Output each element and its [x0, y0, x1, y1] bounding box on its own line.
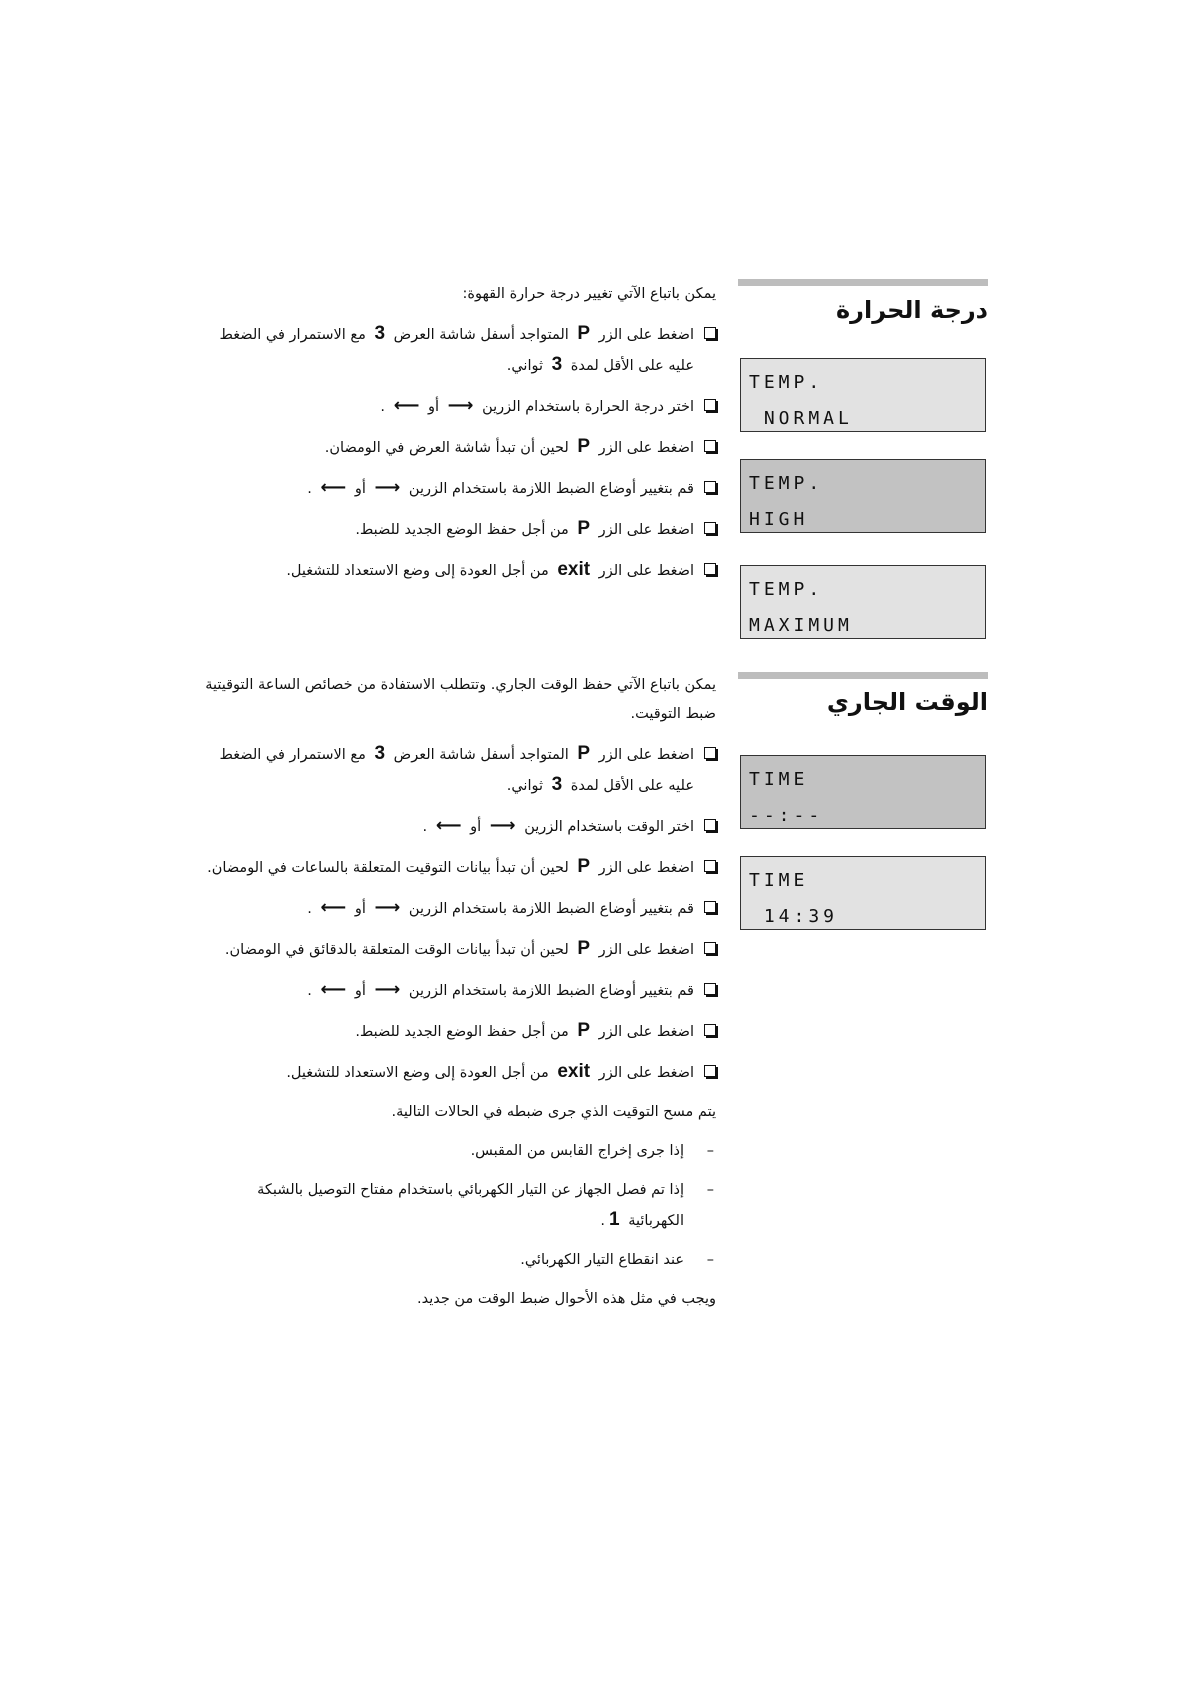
arrow-right-icon: ⟶ — [374, 979, 401, 1000]
reset-case-item — [200, 1246, 716, 1275]
step-item — [200, 473, 716, 504]
step-item — [200, 739, 716, 801]
lcd-line-1: TIME — [749, 769, 809, 790]
step-text: مع الاستمرار في الضغط عليه على الأقل لمدة — [219, 747, 694, 794]
step-text: إذا جرى إخراج القابس من المقبس. — [470, 1143, 684, 1159]
checkbox-bullet-icon — [704, 1065, 716, 1077]
temperature-intro: يمكن باتباع الآتي تغيير درجة حرارة القهوة: — [462, 286, 716, 302]
step-text: اختر الوقت باستخدام الزرين — [519, 819, 694, 835]
reset-cases — [200, 1137, 716, 1275]
button-key-label: 3 — [551, 354, 563, 375]
button-key-label: 3 — [374, 743, 386, 764]
section-title-time: الوقت الجاري — [826, 688, 988, 716]
checkbox-bullet-icon — [704, 819, 716, 831]
step-text: عند انقطاع التيار الكهربائي. — [520, 1252, 684, 1268]
checkbox-bullet-icon — [704, 327, 716, 339]
temperature-steps — [200, 319, 716, 586]
lcd-line-2: NORMAL — [749, 408, 853, 429]
step-text: اضغط على الزر — [594, 747, 694, 763]
lcd-display — [740, 459, 986, 533]
step-text: قم بتغيير أوضاع الضبط اللازمة باستخدام الزرين — [404, 481, 694, 497]
step-text: أو — [423, 399, 444, 415]
button-key-label: P — [577, 436, 591, 457]
step-text: اضغط على الزر — [594, 522, 694, 538]
step-text: لحين أن تبدأ شاشة العرض في الومضان. — [324, 440, 574, 456]
step-item — [200, 319, 716, 381]
button-key-label: P — [577, 518, 591, 539]
step-text: المتواجد أسفل شاشة العرض — [389, 747, 574, 763]
lcd-line-1: TIME — [749, 870, 809, 891]
arrow-right-icon: ⟶ — [374, 477, 401, 498]
button-key-label: P — [577, 856, 591, 877]
step-text: من أجل العودة إلى وضع الاستعداد للتشغيل. — [286, 1065, 554, 1081]
step-text: أو — [465, 819, 486, 835]
step-text: اضغط على الزر — [594, 440, 694, 456]
checkbox-bullet-icon — [704, 563, 716, 575]
step-text: من أجل العودة إلى وضع الاستعداد للتشغيل. — [286, 563, 554, 579]
time-steps — [200, 739, 716, 1088]
step-text: . — [307, 983, 317, 999]
step-text: أو — [350, 983, 371, 999]
step-text: اضغط على الزر — [594, 1065, 694, 1081]
step-text: المتواجد أسفل شاشة العرض — [389, 327, 574, 343]
temperature-text — [200, 280, 716, 596]
step-text: . — [380, 399, 390, 415]
button-key-label: exit — [557, 559, 591, 580]
step-text: . — [600, 1213, 606, 1229]
dash-bullet: – — [706, 1182, 714, 1198]
arrow-left-icon: ⟵ — [435, 815, 462, 836]
reset-case-item — [200, 1176, 716, 1236]
lcd-line-1: TEMP. — [749, 372, 824, 393]
time-intro: يمكن باتباع الآتي حفظ الوقت الجاري. وتتطلب الاستفادة من خصائص الساعة التوقيتية ضبط التوقيت. — [205, 677, 716, 722]
lcd-line-1: TEMP. — [749, 473, 824, 494]
step-text: . — [422, 819, 432, 835]
arrow-left-icon: ⟵ — [320, 477, 347, 498]
step-text: قم بتغيير أوضاع الضبط اللازمة باستخدام الزرين — [404, 983, 694, 999]
lcd-display — [740, 565, 986, 639]
button-key-label: 3 — [374, 323, 386, 344]
button-key-label: 1 — [609, 1209, 620, 1230]
checkbox-bullet-icon — [704, 399, 716, 411]
step-text: اضغط على الزر — [594, 327, 694, 343]
checkbox-bullet-icon — [704, 481, 716, 493]
step-text: من أجل حفظ الوضع الجديد للضبط. — [355, 522, 574, 538]
checkbox-bullet-icon — [704, 522, 716, 534]
step-item — [200, 934, 716, 965]
arrow-left-icon: ⟵ — [320, 979, 347, 1000]
lcd-line-2: --:-- — [749, 805, 824, 826]
step-item — [200, 975, 716, 1006]
checkbox-bullet-icon — [704, 1024, 716, 1036]
checkbox-bullet-icon — [704, 942, 716, 954]
step-text: ثواني. — [506, 358, 548, 374]
section-divider-bar — [738, 279, 988, 286]
checkbox-bullet-icon — [704, 860, 716, 872]
lcd-line-2: MAXIMUM — [749, 615, 853, 636]
step-text: . — [307, 901, 317, 917]
step-text: إذا تم فصل الجهاز عن التيار الكهربائي باستخدام مفتاح التوصيل بالشبكة الكهربائية — [257, 1182, 684, 1229]
dash-bullet: – — [706, 1252, 714, 1268]
step-item — [200, 893, 716, 924]
step-text: اضغط على الزر — [594, 942, 694, 958]
checkbox-bullet-icon — [704, 901, 716, 913]
step-text: أو — [350, 901, 371, 917]
step-item — [200, 432, 716, 463]
step-text: قم بتغيير أوضاع الضبط اللازمة باستخدام الزرين — [404, 901, 694, 917]
step-item — [200, 1016, 716, 1047]
step-text: مع الاستمرار في الضغط عليه على الأقل لمدة — [219, 327, 694, 374]
button-key-label: P — [577, 938, 591, 959]
step-text: لحين أن تبدأ بيانات التوقيت المتعلقة بالساعات في الومضان. — [207, 860, 574, 876]
lcd-line-2: 14:39 — [749, 906, 839, 927]
checkbox-bullet-icon — [704, 983, 716, 995]
button-key-label: P — [577, 743, 591, 764]
step-item — [200, 391, 716, 422]
step-item — [200, 852, 716, 883]
dash-bullet: – — [706, 1143, 714, 1159]
arrow-left-icon: ⟵ — [393, 395, 420, 416]
checkbox-bullet-icon — [704, 440, 716, 452]
step-text: اختر درجة الحرارة باستخدام الزرين — [477, 399, 694, 415]
checkbox-bullet-icon — [704, 747, 716, 759]
reset-intro: يتم مسح التوقيت الذي جرى ضبطه في الحالات التالية. — [391, 1104, 716, 1120]
section-title-temperature: درجة الحرارة — [835, 296, 988, 324]
button-key-label: P — [577, 1020, 591, 1041]
lcd-line-1: TEMP. — [749, 579, 824, 600]
step-text: اضغط على الزر — [594, 1024, 694, 1040]
button-key-label: exit — [557, 1061, 591, 1082]
arrow-left-icon: ⟵ — [320, 897, 347, 918]
step-text: اضغط على الزر — [594, 563, 694, 579]
step-item — [200, 555, 716, 586]
arrow-right-icon: ⟶ — [374, 897, 401, 918]
step-item — [200, 811, 716, 842]
lcd-line-2: HIGH — [749, 509, 809, 530]
closing-text: ويجب في مثل هذه الأحوال ضبط الوقت من جديد. — [416, 1291, 716, 1307]
arrow-right-icon: ⟶ — [447, 395, 474, 416]
button-key-label: 3 — [551, 774, 563, 795]
lcd-display — [740, 856, 986, 930]
button-key-label: P — [577, 323, 591, 344]
step-text: أو — [350, 481, 371, 497]
lcd-display — [740, 358, 986, 432]
arrow-right-icon: ⟶ — [489, 815, 516, 836]
step-text: . — [307, 481, 317, 497]
step-item — [200, 514, 716, 545]
step-item — [200, 1057, 716, 1088]
section-divider-bar — [738, 672, 988, 679]
step-text: من أجل حفظ الوضع الجديد للضبط. — [355, 1024, 574, 1040]
step-text: اضغط على الزر — [594, 860, 694, 876]
step-text: ثواني. — [506, 778, 548, 794]
step-text: لحين أن تبدأ بيانات الوقت المتعلقة بالدقائق في الومضان. — [224, 942, 574, 958]
reset-case-item — [200, 1137, 716, 1166]
time-text — [200, 671, 716, 1324]
lcd-display — [740, 755, 986, 829]
